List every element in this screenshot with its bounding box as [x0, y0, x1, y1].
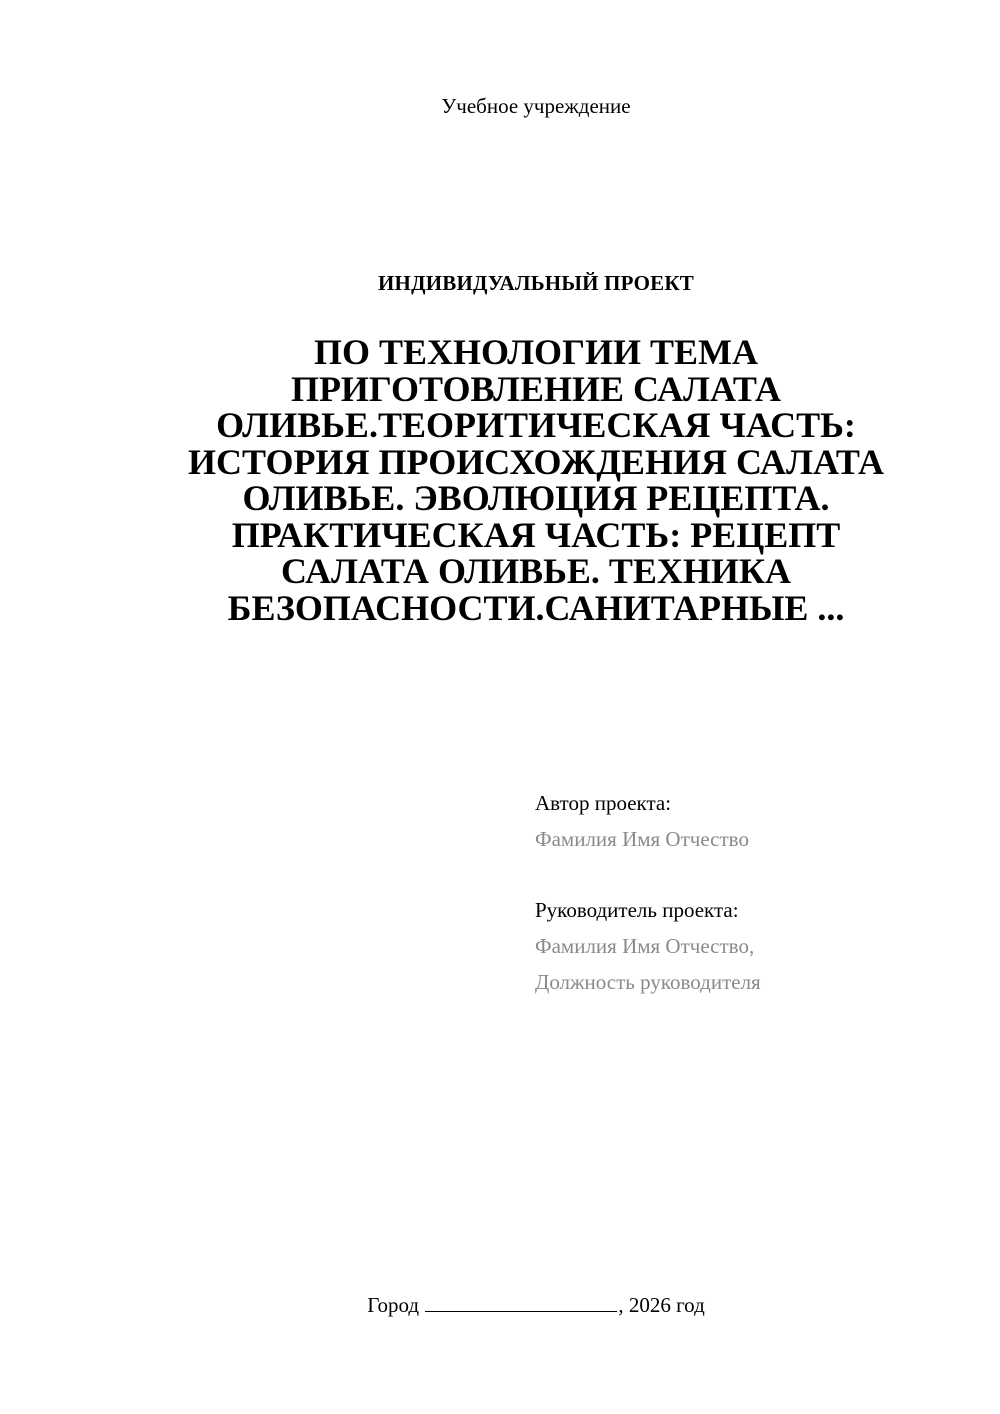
project-type-heading: ИНДИВИДУАЛЬНЫЙ ПРОЕКТ: [378, 271, 694, 295]
project-title-line: САЛАТА ОЛИВЬЕ. ТЕХНИКА: [280, 551, 792, 591]
project-title-line: ИСТОРИЯ ПРОИСХОЖДЕНИЯ САЛАТА: [187, 441, 885, 482]
footer-city-year: [0, 1292, 1000, 1318]
project-title-line: ОЛИВЬЕ. ЭВОЛЮЦИЯ РЕЦЕПТА.: [242, 478, 830, 518]
project-title-line: БЕЗОПАСНОСТИ.САНИТАРНЫЕ ...: [227, 587, 845, 628]
project-title-line: ОЛИВЬЕ.ТЕОРИТИЧЕСКАЯ ЧАСТЬ:: [216, 405, 856, 445]
city-blank-line: [425, 1293, 617, 1312]
project-title: [150, 334, 922, 626]
project-title-line: ПРАКТИЧЕСКАЯ ЧАСТЬ: РЕЦЕПТ: [231, 514, 841, 555]
footer-year: , 2026 год: [618, 1293, 705, 1317]
supervisor-name: Фамилия Имя Отчество,: [535, 934, 755, 958]
footer-city: Город: [367, 1293, 420, 1317]
author-label: Автор проекта:: [535, 791, 672, 815]
supervisor-block: [535, 897, 975, 1005]
institution-name: Учебное учреждение: [441, 94, 631, 118]
supervisor-position: Должность руководителя: [535, 970, 761, 994]
author-block: [535, 790, 975, 862]
project-title-line: ПРИГОТОВЛЕНИЕ САЛАТА: [290, 368, 782, 409]
project-title-line: ПО ТЕХНОЛОГИИ ТЕМА: [314, 332, 758, 372]
supervisor-label: Руководитель проекта:: [535, 898, 739, 922]
author-name: Фамилия Имя Отчество: [535, 827, 749, 851]
